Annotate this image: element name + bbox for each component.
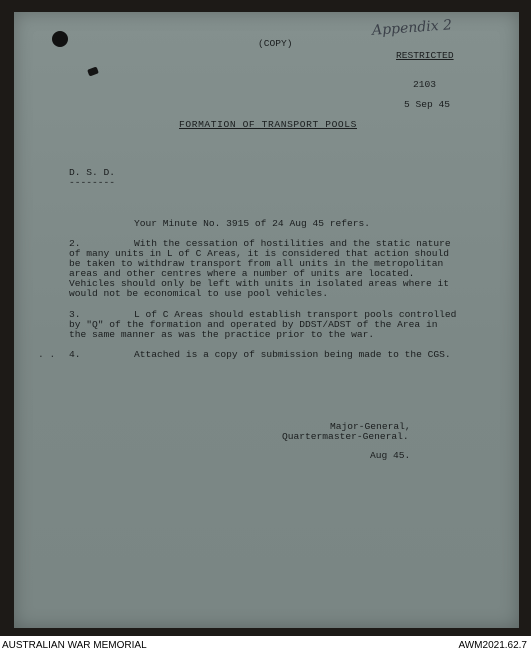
reference-number: 2103 (413, 79, 437, 90)
paragraph-line: would not be economical to use pool vehicles. (69, 288, 329, 299)
paragraph-line: Attached is a copy of submission being made to the CGS. (134, 349, 451, 360)
paragraph-line: by "Q" of the formation and operated by DDST/ADST of the Area in (69, 319, 438, 330)
handwritten-note: Appendix 2 (371, 17, 453, 39)
copy-mark: (COPY) (258, 38, 293, 49)
paragraph-line: areas and other centres where a number of units are located. (69, 268, 415, 279)
catalogue-id: AWM2021.62.7 (458, 640, 527, 651)
margin-marks: . . (38, 349, 56, 360)
institution-name: AUSTRALIAN WAR MEMORIAL (2, 640, 147, 651)
document-date: 5 Sep 45 (404, 99, 451, 110)
paragraph-line: L of C Areas should establish transport pools controlled (134, 309, 457, 320)
paragraph-line: the same manner as was the practice prior to the war. (69, 329, 375, 340)
paragraph-line: be taken to withdraw transport from all units in the metropolitan (69, 258, 444, 269)
paragraph-line: of many units in L of C Areas, it is considered that action should (69, 248, 449, 259)
paragraph-line: Vehicles should only be left with units in isolated areas where it (69, 278, 449, 289)
punch-hole (52, 31, 68, 47)
addressee-rule: -------- (69, 177, 116, 188)
paragraph-number: 2. (69, 238, 81, 249)
signatory-rank: Major-General, (330, 421, 411, 432)
signatory-title: Quartermaster-General. (282, 431, 409, 442)
opening-line: Your Minute No. 3915 of 24 Aug 45 refers. (134, 218, 371, 229)
signature-date: Aug 45. (370, 450, 411, 461)
paragraph-number: 4. (69, 349, 81, 360)
footer-bar (0, 637, 531, 653)
classification-label: RESTRICTED (396, 50, 454, 61)
addressee: D. S. D. (69, 167, 116, 178)
paragraph-number: 3. (69, 309, 81, 320)
paragraph-line: With the cessation of hostilities and the static nature (134, 238, 451, 249)
document-title: FORMATION OF TRANSPORT POOLS (179, 119, 358, 130)
